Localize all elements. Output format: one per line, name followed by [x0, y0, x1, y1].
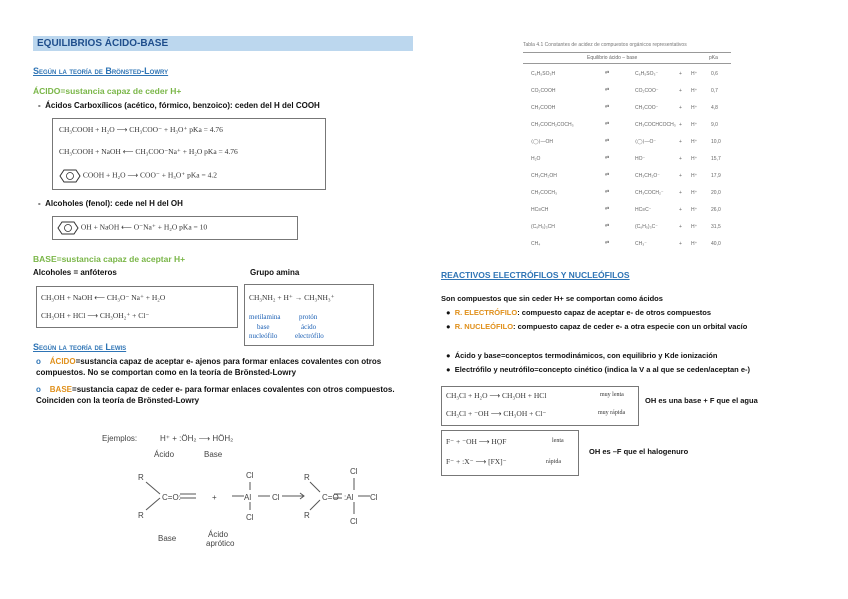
alcohol-equations-box	[36, 286, 238, 328]
kinetic-bullet	[446, 364, 750, 375]
benzene-ring-icon	[59, 169, 81, 183]
table-row	[523, 66, 731, 83]
proton-symbol: H⁺	[691, 88, 698, 94]
table-cell-acid: CH₃COOH	[531, 105, 556, 111]
kinetic-text: Electrófilo y neutrófilo=concepto cinético (indica la V a al que se ceden/aceptan e-)	[454, 365, 750, 374]
table-row	[523, 83, 731, 100]
svg-text:Cl: Cl	[272, 493, 280, 502]
amine-group-label: Grupo amina	[250, 268, 300, 277]
svg-text:R: R	[138, 473, 144, 482]
svg-text::Al: :Al	[344, 493, 354, 502]
svg-text:Al: Al	[244, 493, 252, 502]
table-cell-pka: 40,0	[711, 241, 721, 247]
table-cell-acid: ⟨◯⟩—OH	[531, 139, 553, 145]
table-cell-base: HO⁻	[635, 156, 646, 162]
table-row	[523, 117, 731, 134]
header-equilibrium: Equilibrio ácido – base	[587, 55, 638, 61]
amine-label-electrophile: electrófilo	[295, 332, 324, 340]
table-cell-pka: 4,8	[711, 105, 718, 111]
table-cell-base: CH₃COCH₂⁻	[635, 190, 664, 196]
table-row	[523, 134, 731, 151]
plus-sign: +	[679, 156, 682, 162]
svg-text:C=O: C=O	[322, 493, 339, 502]
substitution-box-2	[441, 430, 579, 476]
proton-symbol: H⁺	[691, 241, 698, 247]
svg-text:R: R	[304, 511, 310, 520]
table-title: Tabla 4.1 Constantes de acidez de compuestos orgánicos representativos	[523, 42, 687, 48]
table-row	[523, 185, 731, 202]
table-cell-acid: CO₂COOH	[531, 88, 556, 94]
nucleophile-text: : compuesto capaz de ceder e- a otra especie con un orbital vacío	[513, 322, 748, 331]
equation-amine: CH₃NH₂ + H⁺ → CH₃NH₃⁺	[249, 293, 335, 302]
equilibrium-arrows-icon: ⇄	[605, 189, 610, 195]
lewis-base-key: BASE	[49, 385, 73, 394]
proton-symbol: H⁺	[691, 207, 698, 213]
equilibrium-arrows-icon: ⇄	[605, 104, 610, 110]
table-cell-base: (C₆H₅)₃C⁻	[635, 224, 658, 230]
reactivos-intro: Son compuestos que sin ceder H+ se comportan como ácidos	[441, 294, 663, 303]
circle-bullet-icon: o	[36, 357, 50, 366]
proton-symbol: H⁺	[691, 122, 698, 128]
plus-sign: +	[679, 122, 682, 128]
note-very-fast: muy rápida	[598, 410, 626, 416]
alcohols-amphoteric: Alcoholes = anfóteros	[33, 268, 117, 277]
amine-label-methylamine: metilamina	[249, 313, 281, 321]
equilibrium-arrows-icon: ⇄	[605, 172, 610, 178]
lewis-heading[interactable]: Según la teoría de Lewis	[33, 342, 127, 352]
table-cell-pka: 0,6	[711, 71, 718, 77]
carboxylic-bullet	[38, 100, 320, 111]
note-fast: rápida	[546, 459, 561, 465]
proton-symbol: H⁺	[691, 173, 698, 179]
lewis-adduct-structure-icon	[136, 462, 376, 532]
table-row	[523, 202, 731, 219]
svg-text:C=O:: C=O:	[162, 493, 181, 502]
box2-explanation: OH es –F que el halogenuro	[589, 447, 689, 456]
bronsted-heading[interactable]: Según la teoría de Brönsted-Lowry	[33, 66, 169, 76]
table-cell-pka: 20,0	[711, 190, 721, 196]
table-cell-pka: 10,0	[711, 139, 721, 145]
example2-aprotic-label: aprótico	[206, 539, 235, 548]
equilibrium-arrows-icon: ⇄	[605, 240, 610, 246]
nucleophile-bullet	[446, 321, 747, 332]
alcohols-fenol-bullet	[38, 198, 183, 209]
carboxylic-equations-box	[52, 118, 326, 190]
svg-text:Cl: Cl	[350, 517, 358, 526]
substitution-hydroxide: CH₃Cl + ⁻OH ⟶ CH₃OH + Cl⁻	[446, 409, 547, 418]
svg-text:Cl: Cl	[246, 513, 254, 522]
table-cell-acid: CH₃COCH₂COCH₃	[531, 122, 574, 128]
plus-sign: +	[679, 173, 682, 179]
table-cell-base: CH₃CH₂O⁻	[635, 173, 660, 179]
dash-icon: -	[38, 199, 46, 208]
proton-symbol: H⁺	[691, 71, 698, 77]
bullet-dot-icon: ●	[446, 308, 455, 317]
proton-symbol: H⁺	[691, 156, 698, 162]
equation-methanol-naoh: CH₃OH + NaOH ⟵ CH₃O⁻ Na⁺ + H₂O	[41, 293, 166, 302]
example-acid-label: Ácido	[154, 450, 175, 459]
proton-symbol: H⁺	[691, 105, 698, 111]
section-banner: EQUILIBRIOS ÁCIDO-BASE	[33, 36, 413, 51]
lewis-acid-text: =sustancia capaz de aceptar e- ajenos para formar enlaces covalentes con otros compuestos. No se comportan como en la teoría de Brönsted-Lowry	[36, 357, 382, 377]
svg-text:R: R	[304, 473, 310, 482]
fluoride-halide: F⁻ + :X⁻ ⟶ [FX]⁻	[446, 457, 507, 466]
table-cell-acid: (C₆H₅)₃CH	[531, 224, 555, 230]
svg-text:+: +	[212, 493, 217, 502]
bullet-dot-icon: ●	[446, 365, 455, 374]
example2-base-label: Base	[158, 534, 177, 543]
table-cell-base: ⟨◯⟩—O⁻	[635, 139, 657, 145]
thermo-bullet	[446, 350, 717, 361]
lewis-base-text: =sustancia capaz de ceder e- para formar enlaces covalentes con otros compuestos. Coinciden con la teoría de Brönsted-Lowry	[36, 385, 395, 405]
plus-sign: +	[679, 224, 682, 230]
table-cell-base: CO₂COO⁻	[635, 88, 659, 94]
base-definition: BASE=sustancia capaz de aceptar H+	[33, 254, 186, 264]
equilibrium-arrows-icon: ⇄	[605, 87, 610, 93]
plus-sign: +	[679, 88, 682, 94]
table-row	[523, 168, 731, 185]
proton-symbol: H⁺	[691, 190, 698, 196]
lewis-base-bullet	[36, 384, 406, 406]
reactivos-heading[interactable]: REACTIVOS ELECTRÓFILOS Y NUCLEÓFILOS	[441, 270, 630, 280]
table-row	[523, 236, 731, 253]
benzoic-equation-text: COOH + H₂O ⟶ COO⁻ + H₃O⁺ pKa = 4.2	[82, 170, 217, 180]
plus-sign: +	[679, 207, 682, 213]
table-cell-base: CH₃COCHCOCH₃	[635, 122, 676, 128]
table-header	[523, 52, 731, 64]
proton-symbol: H⁺	[691, 224, 698, 230]
table-cell-pka: 26,0	[711, 207, 721, 213]
table-cell-base: C₆H₅SO₃⁻	[635, 71, 659, 77]
amine-label-proton: protón	[299, 313, 318, 321]
proton-symbol: H⁺	[691, 139, 698, 145]
plus-sign: +	[679, 71, 682, 77]
benzene-ring-icon	[57, 221, 79, 235]
table-row	[523, 151, 731, 168]
electrophile-key: R. ELECTRÓFILO	[454, 308, 518, 317]
table-cell-base: HC≡C⁻	[635, 207, 652, 213]
fluoride-hydroxide: F⁻ + ⁻OH ⟶ HO̤F	[446, 437, 507, 446]
note-slow: lenta	[552, 438, 564, 444]
bullet-dot-icon: ●	[446, 322, 455, 331]
equation-methanol-hcl: CH₃OH + HCl ⟶ CH₃OH₂⁺ + Cl⁻	[41, 311, 150, 320]
equation-acetic-naoh: CH₃COOH + NaOH ⟵ CH₃COO⁻Na⁺ + H₂O pKa = 4.76	[59, 147, 238, 156]
plus-sign: +	[679, 190, 682, 196]
table-cell-pka: 9,0	[711, 122, 718, 128]
examples-label: Ejemplos:	[102, 434, 138, 443]
amine-label-base: base	[257, 323, 270, 331]
pka-table	[523, 42, 731, 260]
table-cell-acid: CH₃COCH₃	[531, 190, 558, 196]
circle-bullet-icon: o	[36, 385, 50, 394]
svg-text:Cl: Cl	[370, 493, 378, 502]
equilibrium-arrows-icon: ⇄	[605, 121, 610, 127]
svg-text:Cl: Cl	[246, 471, 254, 480]
equilibrium-arrows-icon: ⇄	[605, 155, 610, 161]
equilibrium-arrows-icon: ⇄	[605, 206, 610, 212]
example2-acid-label: Ácido	[208, 530, 229, 539]
box1-explanation: OH es una base + F que el agua	[645, 396, 758, 405]
equilibrium-arrows-icon: ⇄	[605, 138, 610, 144]
table-cell-pka: 17,9	[711, 173, 721, 179]
table-row	[523, 219, 731, 236]
phenol-equation-text: OH + NaOH ⟵ O⁻Na⁺ + H₂O pKa = 10	[80, 222, 208, 232]
lewis-acid-key: ÁCIDO	[49, 357, 76, 366]
bullet-dot-icon: ●	[446, 351, 455, 360]
equation-benzoic	[59, 169, 217, 183]
table-cell-acid: HC≡CH	[531, 207, 549, 213]
substitution-box-1	[441, 386, 639, 426]
dash-icon: -	[38, 101, 46, 110]
plus-sign: +	[679, 139, 682, 145]
svg-text:R: R	[138, 511, 144, 520]
amine-label-nucleophile: nucleófilo	[249, 332, 278, 340]
acid-definition: ÁCIDO=sustancia capaz de ceder H+	[33, 86, 182, 96]
equation-phenol	[57, 221, 207, 235]
example-base-label: Base	[204, 450, 223, 459]
svg-text:Cl: Cl	[350, 467, 358, 476]
electrophile-text: : compuesto capaz de aceptar e- de otros compuestos	[517, 308, 712, 317]
table-cell-pka: 15,7	[711, 156, 721, 162]
note-very-slow: muy lenta	[600, 392, 624, 398]
substitution-water: CH₃Cl + H₂O ⟶ CH₃OH + HCl	[446, 391, 547, 400]
thermo-text: Ácido y base=conceptos termodinámicos, con equilibrio y Kde ionización	[454, 351, 718, 360]
header-pka: pKa	[709, 55, 718, 61]
electrophile-bullet	[446, 307, 711, 318]
amine-box	[244, 284, 374, 346]
phenol-equation-box	[52, 216, 298, 240]
table-cell-acid: CH₃CH₂OH	[531, 173, 557, 179]
equilibrium-arrows-icon: ⇄	[605, 223, 610, 229]
table-cell-acid: H₂O	[531, 156, 541, 162]
table-cell-pka: 31,5	[711, 224, 721, 230]
example-equation: H⁺ + :ÖH₂ ⟶ HÖH₂	[160, 434, 234, 443]
nucleophile-key: R. NUCLEÓFILO	[454, 322, 514, 331]
carboxylic-text: Ácidos Carboxílicos (acético, fórmico, benzoico): ceden del H del COOH	[45, 101, 320, 110]
plus-sign: +	[679, 105, 682, 111]
equilibrium-arrows-icon: ⇄	[605, 70, 610, 76]
table-cell-acid: C₆H₅SO₃H	[531, 71, 556, 77]
lewis-examples-figure	[96, 420, 386, 550]
amine-label-acid: ácido	[301, 323, 317, 331]
lewis-acid-bullet	[36, 356, 406, 378]
equation-acetic-water: CH₃COOH + H₂O ⟶ CH₃COO⁻ + H₃O⁺ pKa = 4.76	[59, 125, 223, 134]
table-cell-base: CH₃COO⁻	[635, 105, 659, 111]
table-row	[523, 100, 731, 117]
alcohols-fenol-text: Alcoholes (fenol): cede nel H del OH	[45, 199, 183, 208]
plus-sign: +	[679, 241, 682, 247]
table-cell-pka: 0,7	[711, 88, 718, 94]
table-cell-base: CH₃⁻	[635, 241, 647, 247]
table-cell-acid: CH₄	[531, 241, 541, 247]
